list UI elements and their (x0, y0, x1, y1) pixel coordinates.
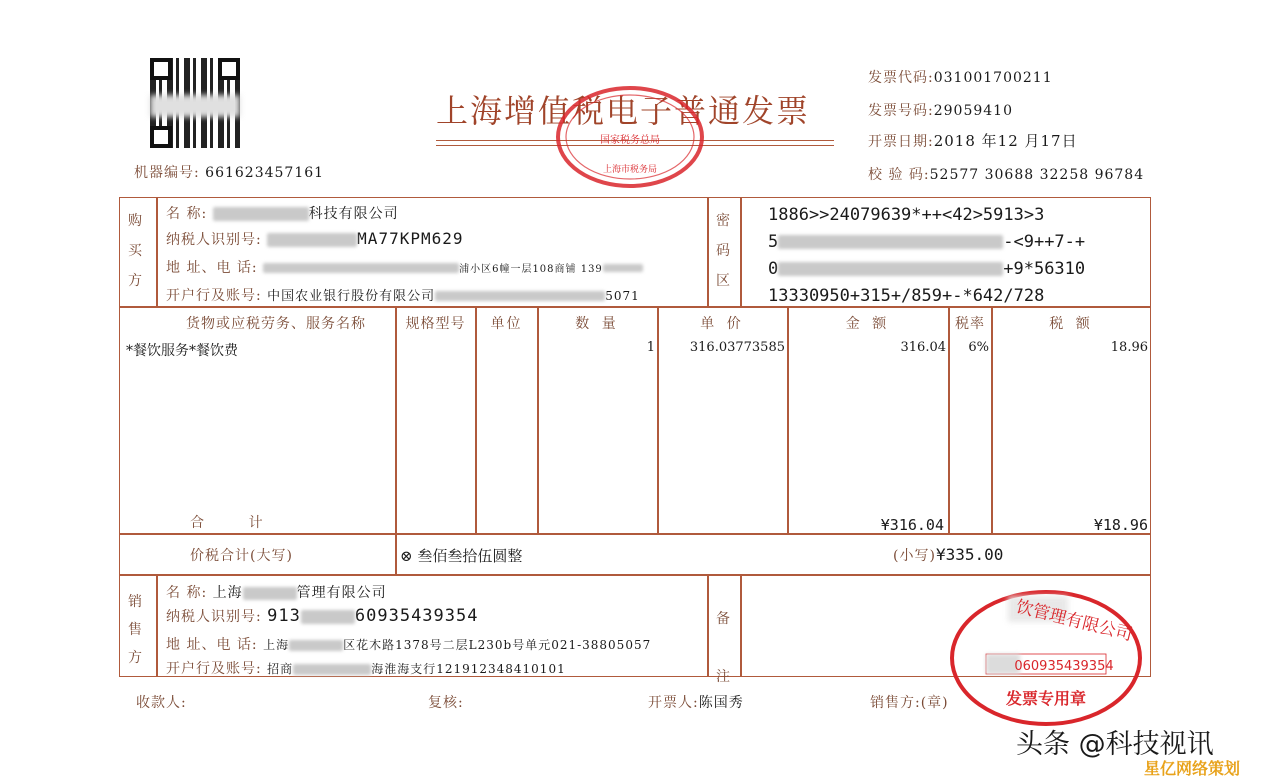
seller-stamp-top: 饮管理有限公司 (1014, 597, 1135, 646)
seller-addr-a: 上海 (263, 638, 290, 652)
col-header-rate: 税率 (955, 316, 985, 332)
buyer-tax-blur (267, 233, 357, 247)
issuer-label: 开票人: (648, 695, 699, 711)
cipher-line-3b: +9*56310 (1003, 259, 1086, 279)
seller-addr (166, 634, 651, 654)
invoice-title: 上海增值税电子普通发票 (436, 92, 811, 130)
seller-addr-blur (289, 640, 343, 651)
buyer-name-blur (213, 207, 309, 221)
machine-no-value: 661623457161 (205, 165, 325, 181)
tax-bureau-stamp (555, 85, 705, 190)
item-rate: 6% (968, 340, 989, 355)
buyer-bank-label: 开户行及账号: (166, 288, 262, 304)
col-header-price: 单 价 (700, 316, 745, 332)
invoice-date (868, 130, 1078, 151)
cipher-blur-2 (778, 235, 1003, 249)
buyer-name (166, 203, 399, 223)
col-header-amount: 金 额 (845, 316, 891, 332)
review-label: 复核: (428, 695, 464, 711)
seller-bank-label: 开户行及账号: (166, 661, 262, 677)
buyer-addr-blur2 (603, 264, 643, 272)
buyer-bank (166, 285, 640, 305)
buyer-side-label: 购买方 (128, 213, 143, 289)
seller-side-label: 销售方 (128, 594, 143, 666)
date-label: 开票日期: (868, 134, 934, 150)
seller-tax-b: 60935439354 (354, 606, 479, 626)
buyer-bank-value: 中国农业银行股份有限公司 (267, 289, 436, 304)
watermark-corner: 星亿网络策划 (1144, 759, 1241, 778)
qr-blur (150, 95, 240, 117)
seller-tax (166, 606, 478, 626)
buyer-addr (166, 257, 643, 277)
stamp-inner-text: 上海市税务局 (602, 165, 658, 175)
invoice-no (868, 100, 1013, 120)
seller-name-label: 名 称: (166, 585, 208, 601)
buyer-bank-tail: 5071 (605, 289, 640, 303)
seller-bank-a: 招商 (267, 662, 294, 676)
date-value: 2018 年12 月17日 (933, 132, 1078, 150)
col-header-tax: 税 额 (1049, 316, 1094, 332)
buyer-tax-label: 纳税人识别号: (166, 232, 262, 248)
seller-bank-b: 海淮海支行121912348410101 (371, 662, 566, 676)
seller-stamp-number: 060935439354 (1014, 659, 1114, 674)
invoice-no-label: 发票号码: (868, 103, 934, 119)
cipher-line-2 (768, 229, 1085, 256)
machine-no-label: 机器编号: (134, 165, 200, 181)
buyer-name-value: 科技有限公司 (308, 206, 399, 222)
qr-corner (150, 126, 172, 148)
issuer-value: 陈国秀 (698, 695, 744, 711)
buyer-tax (166, 229, 464, 249)
sum-small-value: ¥335.00 (935, 545, 1004, 564)
cipher-line-1: 1886>>24079639*++<42>5913>3 (768, 205, 1045, 225)
total-tax: ¥18.96 (1093, 516, 1148, 534)
invoice-code (868, 67, 1053, 87)
seller-tax-label: 纳税人识别号: (166, 609, 262, 625)
seller-name-a: 上海 (212, 585, 243, 601)
check-code-value: 52577 30688 32258 96784 (929, 167, 1145, 183)
item-qty: 1 (646, 340, 655, 355)
seller-addr-b: 区花木路1378号二层L230b号单元021-38805057 (343, 638, 652, 652)
cipher-line-4: 13330950+315+/859+-*642/728 (768, 286, 1045, 306)
item-price: 316.03773585 (689, 340, 785, 355)
cipher-blur-3 (778, 262, 1003, 276)
item-amount: 316.04 (900, 340, 946, 355)
invoice-no-value: 29059410 (933, 103, 1013, 119)
seller-invoice-stamp (948, 588, 1144, 728)
cipher-line-3a: 0 (768, 259, 779, 279)
seller-tax-blur (301, 610, 355, 624)
buyer-name-label: 名 称: (166, 206, 208, 222)
seller-stamp-bottom: 发票专用章 (1005, 689, 1087, 708)
item-tax: 18.96 (1110, 340, 1148, 355)
seller-bank (166, 658, 566, 678)
buyer-addr-label: 地 址、电 话: (166, 260, 258, 276)
col-header-unit: 单位 (490, 316, 523, 332)
cipher-line-2a: 5 (768, 232, 779, 252)
invoice-code-value: 031001700211 (933, 70, 1053, 86)
total-label: 合 计 (190, 515, 264, 531)
col-header-spec: 规格型号 (405, 316, 466, 332)
seller-name (166, 582, 387, 602)
buyer-addr-blur (263, 263, 459, 273)
cipher-line-2b: -<9++7-+ (1003, 232, 1086, 252)
remark-label: 备注 (716, 611, 731, 685)
check-code (868, 164, 1144, 184)
cipher-area (768, 202, 1085, 310)
invoice-code-label: 发票代码: (868, 70, 934, 86)
seller-name-blur (243, 587, 297, 600)
cipher-line-3 (768, 256, 1085, 283)
payee-label: 收款人: (136, 695, 187, 711)
cipher-side-label: 密码区 (716, 213, 731, 289)
seller-tax-a: 913 (267, 606, 301, 626)
buyer-addr-value: 浦小区6幢一层108商铺 139 (459, 264, 603, 275)
watermark-text: 头条 @科技视讯 (1016, 729, 1214, 760)
machine-no (134, 162, 324, 182)
seller-name-b: 管理有限公司 (296, 585, 387, 601)
seller-bank-blur (293, 664, 371, 675)
sum-small (893, 545, 1003, 565)
col-header-name: 货物或应税劳务、服务名称 (186, 316, 366, 332)
issuer (648, 692, 744, 712)
seller-sign-label: 销售方:(章) (870, 695, 949, 711)
sum-label: 价税合计(大写) (190, 548, 293, 564)
total-amount: ¥316.04 (880, 516, 944, 534)
sum-upper: ⊗ 叁佰叁拾伍圆整 (400, 547, 523, 565)
col-header-qty: 数 量 (575, 316, 620, 332)
buyer-tax-value: MA77KPM629 (357, 229, 464, 248)
stamp-outer-text: 国家税务总局 (600, 135, 660, 146)
check-code-label: 校 验 码: (868, 167, 930, 183)
sum-small-label: (小写) (893, 548, 936, 564)
seller-addr-label: 地 址、电 话: (166, 637, 258, 653)
buyer-bank-blur (435, 291, 605, 301)
item-name: *餐饮服务*餐饮费 (126, 343, 238, 359)
